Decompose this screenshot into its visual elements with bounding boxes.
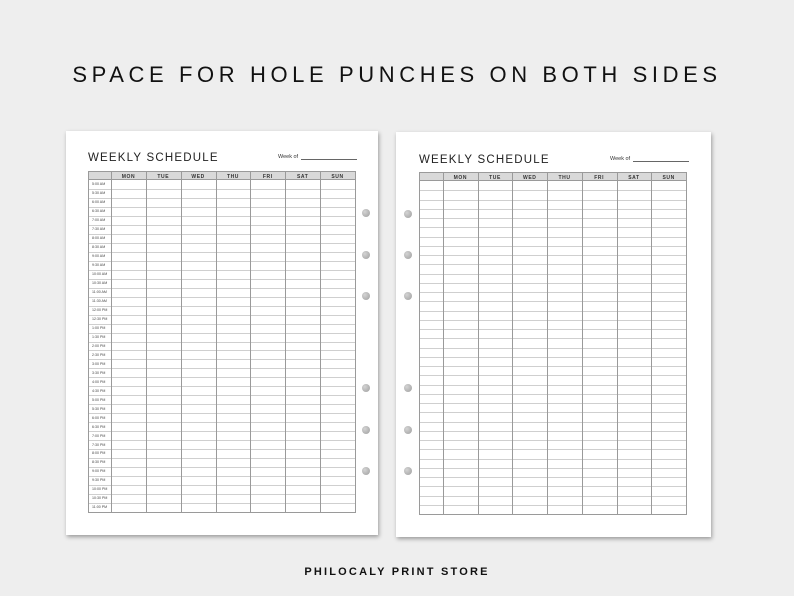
row-line: [89, 359, 355, 360]
row-line: [420, 375, 686, 376]
hole-punch: [362, 384, 370, 392]
column-line: [250, 172, 251, 512]
time-label: 2:00 PM: [92, 343, 106, 348]
day-label-sat: SAT: [296, 173, 309, 180]
week-of-label: Week of: [610, 156, 631, 162]
row-line: [420, 227, 686, 228]
day-label-sun: SUN: [331, 173, 344, 180]
time-label: 6:00 AM: [92, 200, 106, 205]
row-line: [89, 494, 355, 495]
row-line: [89, 422, 355, 423]
time-label: 10:30 AM: [92, 280, 108, 285]
day-label-mon: MON: [453, 174, 468, 181]
time-label: 3:30 PM: [92, 370, 106, 375]
row-line: [420, 274, 686, 275]
time-label: 8:00 PM: [92, 451, 106, 456]
time-label: 11:00 AM: [92, 289, 107, 294]
row-line: [89, 324, 355, 325]
day-label-sun: SUN: [662, 174, 675, 181]
row-line: [89, 243, 355, 244]
column-line: [443, 173, 444, 514]
time-label: 5:00 PM: [92, 397, 106, 402]
day-label-fri: FRI: [262, 173, 273, 180]
time-label: 9:30 PM: [92, 478, 106, 483]
row-line: [420, 218, 686, 219]
row-line: [89, 413, 355, 414]
time-label: 12:30 PM: [92, 316, 108, 321]
time-label: 5:30 PM: [92, 406, 106, 411]
row-line: [420, 255, 686, 256]
row-line: [420, 357, 686, 358]
row-line: [89, 467, 355, 468]
day-label-sat: SAT: [628, 174, 640, 181]
row-line: [89, 377, 355, 378]
day-label-thu: THU: [226, 173, 240, 180]
week-of-field: [278, 153, 357, 160]
headline: SPACE FOR HOLE PUNCHES ON BOTH SIDES: [72, 62, 722, 87]
row-line: [420, 459, 686, 460]
day-label-tue: TUE: [157, 173, 170, 180]
day-label-wed: WED: [523, 174, 537, 181]
row-line: [89, 485, 355, 486]
row-line: [89, 386, 355, 387]
time-label: 1:30 PM: [92, 334, 106, 339]
day-label-tue: TUE: [489, 174, 501, 181]
row-line: [89, 333, 355, 334]
row-line: [420, 348, 686, 349]
row-line: [89, 261, 355, 262]
row-line: [420, 301, 686, 302]
week-of-label: Week of: [278, 154, 299, 160]
row-line: [89, 449, 355, 450]
week-of-field: [610, 155, 689, 162]
hole-punch: [404, 292, 412, 300]
time-label: 5:30 AM: [92, 191, 106, 196]
sheet-title: WEEKLY SCHEDULE: [419, 154, 550, 166]
row-line: [89, 189, 355, 190]
row-line: [420, 412, 686, 413]
row-line: [89, 404, 355, 405]
store-name: PHILOCALY PRINT STORE: [304, 566, 490, 578]
time-label: 4:00 PM: [92, 379, 106, 384]
row-line: [89, 458, 355, 459]
time-label: 8:00 AM: [92, 236, 106, 241]
row-line: [420, 496, 686, 497]
time-label: 6:00 PM: [92, 415, 106, 420]
hole-punch: [404, 467, 412, 475]
row-line: [89, 503, 355, 504]
time-label: 7:00 AM: [92, 218, 106, 223]
row-line: [420, 200, 686, 201]
row-line: [420, 431, 686, 432]
row-line: [420, 311, 686, 312]
column-line: [512, 173, 513, 514]
time-label: 1:00 PM: [92, 325, 106, 330]
time-label: 11:30 AM: [92, 298, 107, 303]
time-label: 10:00 PM: [92, 487, 108, 492]
row-line: [420, 385, 686, 386]
row-line: [420, 422, 686, 423]
row-line: [89, 252, 355, 253]
sheet-title: WEEKLY SCHEDULE: [88, 152, 219, 164]
hole-punch: [404, 210, 412, 218]
row-line: [89, 297, 355, 298]
time-label: 6:30 PM: [92, 424, 106, 429]
row-line: [420, 366, 686, 367]
row-line: [420, 440, 686, 441]
row-line: [89, 207, 355, 208]
row-line: [420, 190, 686, 191]
time-label: 4:30 PM: [92, 388, 106, 393]
row-line: [89, 216, 355, 217]
schedule-grid: [88, 171, 356, 513]
row-line: [89, 234, 355, 235]
row-line: [420, 283, 686, 284]
time-label: 9:00 AM: [92, 254, 106, 259]
day-label-wed: WED: [191, 173, 205, 180]
row-line: [420, 320, 686, 321]
day-label-thu: THU: [558, 174, 571, 181]
row-line: [420, 505, 686, 506]
row-line: [420, 477, 686, 478]
time-label: 11:00 PM: [92, 505, 108, 510]
column-line: [478, 173, 479, 514]
row-line: [89, 315, 355, 316]
row-line: [420, 394, 686, 395]
hole-punch: [404, 251, 412, 259]
row-line: [89, 395, 355, 396]
column-line: [582, 173, 583, 514]
column-line: [617, 173, 618, 514]
schedule-sheet-right: [396, 132, 711, 537]
column-line: [181, 172, 182, 512]
day-label-mon: MON: [121, 173, 136, 180]
time-label: 9:30 AM: [92, 263, 106, 268]
column-line: [111, 172, 112, 512]
column-line: [651, 173, 652, 514]
time-label: 9:00 PM: [92, 469, 106, 474]
time-label: 7:30 PM: [92, 442, 106, 447]
row-line: [420, 237, 686, 238]
hole-punch: [404, 426, 412, 434]
row-line: [420, 486, 686, 487]
column-line: [320, 172, 321, 512]
schedule-sheet-left: [66, 131, 378, 535]
week-of-line: [301, 153, 357, 160]
time-label: 7:00 PM: [92, 433, 106, 438]
time-label: 10:30 PM: [92, 496, 108, 501]
time-label: 10:00 AM: [92, 272, 108, 277]
row-line: [89, 368, 355, 369]
row-line: [89, 270, 355, 271]
row-line: [89, 279, 355, 280]
time-label: 6:30 AM: [92, 209, 106, 214]
row-line: [89, 476, 355, 477]
time-label: 12:00 PM: [92, 307, 108, 312]
hole-punch: [362, 251, 370, 259]
row-line: [89, 350, 355, 351]
time-label: 3:00 PM: [92, 361, 106, 366]
row-line: [89, 306, 355, 307]
hole-punch: [362, 467, 370, 475]
column-line: [285, 172, 286, 512]
hole-punch: [362, 426, 370, 434]
row-line: [89, 342, 355, 343]
column-line: [547, 173, 548, 514]
hole-punch: [362, 209, 370, 217]
row-line: [89, 431, 355, 432]
row-line: [420, 264, 686, 265]
row-line: [420, 468, 686, 469]
hole-punch: [404, 384, 412, 392]
row-line: [420, 329, 686, 330]
row-line: [420, 292, 686, 293]
schedule-grid: [419, 172, 687, 515]
row-line: [420, 209, 686, 210]
time-label: 2:30 PM: [92, 352, 106, 357]
time-label: 8:30 PM: [92, 460, 106, 465]
day-label-fri: FRI: [594, 174, 605, 181]
hole-punch: [362, 292, 370, 300]
row-line: [420, 449, 686, 450]
time-label: 7:30 AM: [92, 227, 106, 232]
row-line: [89, 288, 355, 289]
week-of-line: [633, 155, 689, 162]
row-line: [420, 246, 686, 247]
time-label: 8:30 AM: [92, 245, 106, 250]
row-line: [89, 198, 355, 199]
row-line: [89, 440, 355, 441]
column-line: [216, 172, 217, 512]
row-line: [89, 225, 355, 226]
row-line: [420, 338, 686, 339]
column-line: [146, 172, 147, 512]
time-label: 5:00 AM: [92, 182, 106, 187]
row-line: [420, 403, 686, 404]
